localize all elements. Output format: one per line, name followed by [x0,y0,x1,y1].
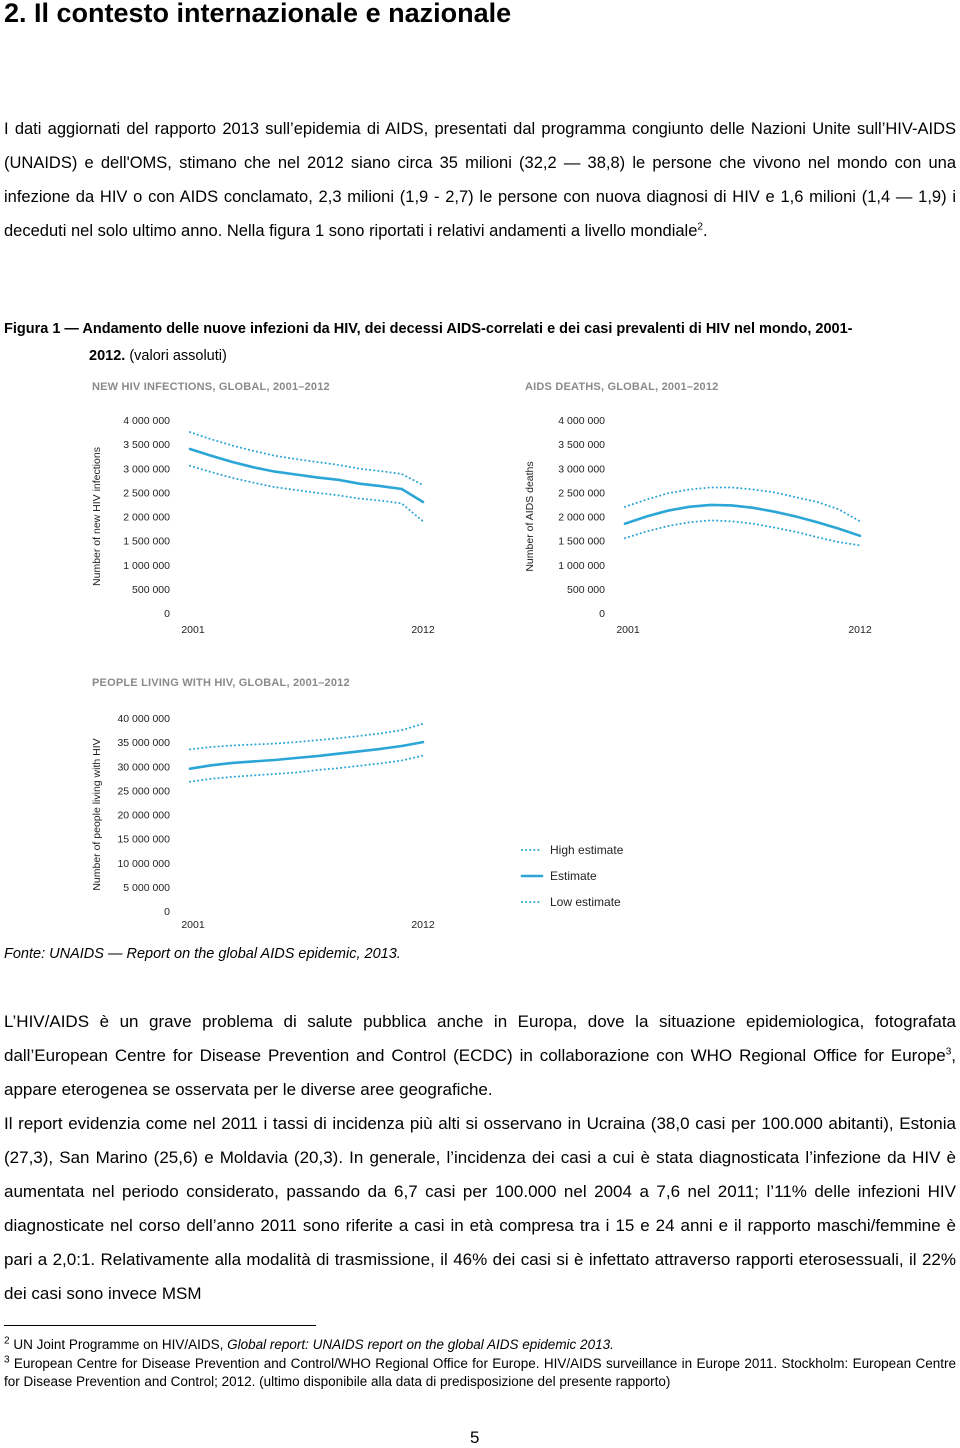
y-tick-label: 3 500 000 [123,439,170,452]
x-tick-label: 2012 [411,624,435,636]
section-heading: 2. Il contesto internazionale e nazionale [4,0,512,28]
series-line-high-estimate [190,724,423,750]
y-tick-label: 2 000 000 [123,511,170,524]
report-text: Il report evidenzia come nel 2011 i tassi di incidenza più alti si osservano in Ucraina (38,0 casi per 100.000 abitanti), Estonia (27,3), San Marino (25,6) e Moldavia (20,3). In generale, l’incidenza dei casi a cui è stata diagnosticata l’infezione da HIV è aumentata nel periodo considerato, passando da 6,7 casi per 100.000 nel 2004 a 7,6 nel 2011; l’11% delle infezioni HIV diagnosticate nel corso dell’anno 2011 sono riferite a casi in età compresa tra i 15 e 24 anni e il rapporto maschi/femmine è pari a 2,0:1. Relativamente alla modalità di trasmissione, il 46% dei casi si è infettato attraverso rapporti eterosessuali, il 22% dei casi sono invece MSM [4,1114,956,1303]
caption-bold: Figura 1 — Andamento delle nuove infezioni da HIV, dei decessi AIDS-correlati e dei casi prevalenti di HIV nel mondo, 2001- [4,321,853,337]
chart-people-living-with-hiv [91,677,435,931]
y-tick-label: 0 [164,608,170,620]
y-tick-label: 3 500 000 [558,439,605,452]
y-tick-label: 10 000 000 [117,857,170,870]
caption-bold-2: 2012. [89,348,126,364]
series-line-estimate [625,505,860,536]
intro-paragraph [4,112,956,248]
europe-text-end: , appare eterogenea se osservata per le diverse aree geografiche. [4,1046,956,1099]
caption-normal: (valori assoluti) [125,348,227,364]
chart-legend [522,843,624,909]
footnote-2-number: 2 [4,1335,10,1347]
y-tick-label: 20 000 000 [117,809,170,822]
y-tick-label: 2 000 000 [558,511,605,524]
footnote-ref-3: 3 [945,1046,952,1058]
x-tick-label: 2001 [181,624,205,636]
y-tick-label: 4 000 000 [558,415,605,427]
y-tick-label: 0 [164,906,170,918]
y-axis-label: Number of AIDS deaths [524,461,536,572]
chart-title: NEW HIV INFECTIONS, GLOBAL, 2001–2012 [92,381,330,393]
y-tick-label: 5 000 000 [123,881,170,894]
chart-title: PEOPLE LIVING WITH HIV, GLOBAL, 2001–2012 [92,677,350,689]
y-tick-label: 1 000 000 [558,559,605,572]
series-line-low-estimate [190,466,423,522]
y-tick-label: 3 000 000 [558,463,605,476]
europe-text: L’HIV/AIDS è un grave problema di salute pubblica anche in Europa, dove la situazione epidemiologica, fotografata dall’European Centre for Disease Prevention and Control (ECDC) in collaborazione con WHO Regional Office for Europe [4,1012,956,1065]
y-tick-label: 25 000 000 [117,785,170,798]
y-tick-label: 2 500 000 [123,487,170,500]
y-tick-label: 500 000 [132,583,170,596]
y-tick-label: 1 500 000 [123,535,170,548]
series-line-high-estimate [625,488,860,522]
y-tick-label: 500 000 [567,583,605,596]
y-axis-label: Number of new HIV infections [91,447,103,586]
y-tick-label: 1 500 000 [558,535,605,548]
footnote-separator [4,1325,316,1326]
intro-text-end: . [702,222,708,240]
y-axis-label: Number of people living with HIV [91,738,103,891]
legend-label: Low estimate [550,895,621,909]
legend-label: High estimate [550,843,624,857]
footnote-2 [4,1336,956,1354]
intro-text: I dati aggiornati del rapporto 2013 sull’epidemia di AIDS, presentati dal programma congiunto delle Nazioni Unite sull’HIV-AIDS (UNAIDS) e dell'OMS, stimano che nel 2012 siano circa 35 milioni (32,2 — 38,8) le persone che vivono nel mondo con una infezione da HIV o con AIDS conclamato, 2,3 milioni (1,9 - 2,7) le persone con nuova diagnosi di HIV e 1,6 milioni (1,4 — 1,9) i deceduti nel solo ultimo anno. Nella figura 1 sono riportati i relativi andamenti a livello mondiale [4,120,956,240]
y-tick-label: 3 000 000 [123,463,170,476]
x-tick-label: 2001 [181,919,205,931]
y-tick-label: 2 500 000 [558,487,605,500]
y-tick-label: 15 000 000 [117,833,170,846]
chart-title: AIDS DEATHS, GLOBAL, 2001–2012 [525,381,719,393]
footnote-3 [4,1355,956,1391]
page-number: 5 [470,1428,480,1447]
legend-label: Estimate [550,869,597,883]
chart-new-hiv-infections [91,381,435,636]
series-line-low-estimate [190,756,423,782]
series-line-estimate [190,742,423,769]
x-tick-label: 2012 [411,919,435,931]
x-tick-label: 2012 [848,624,872,636]
y-tick-label: 1 000 000 [123,559,170,572]
y-tick-label: 30 000 000 [117,761,170,774]
footnote-2-title: Global report: UNAIDS report on the global AIDS epidemic 2013. [227,1337,614,1352]
y-tick-label: 35 000 000 [117,737,170,750]
figure-caption [4,316,956,370]
figure-1-charts [0,370,960,945]
y-tick-label: 40 000 000 [117,713,170,725]
figure-source: Fonte: UNAIDS — Report on the global AIDS epidemic, 2013. [4,946,401,962]
footnote-2-text: UN Joint Programme on HIV/AIDS, [9,1337,228,1352]
footnote-3-number: 3 [4,1354,10,1366]
y-tick-label: 0 [599,608,605,620]
chart-aids-deaths [524,381,872,636]
footnote-ref-2: 2 [697,221,703,233]
x-tick-label: 2001 [616,624,640,636]
y-tick-label: 4 000 000 [123,415,170,427]
europe-paragraph [4,1005,956,1311]
footnote-3-text: European Centre for Disease Prevention and Control/WHO Regional Office for Europe. HIV/AIDS surveillance in Europe 2011. Stockholm: European Centre for Disease Prevention and Control; 2012. (ultimo disponibile alla data di predisposizione del presente rapporto) [4,1356,956,1389]
